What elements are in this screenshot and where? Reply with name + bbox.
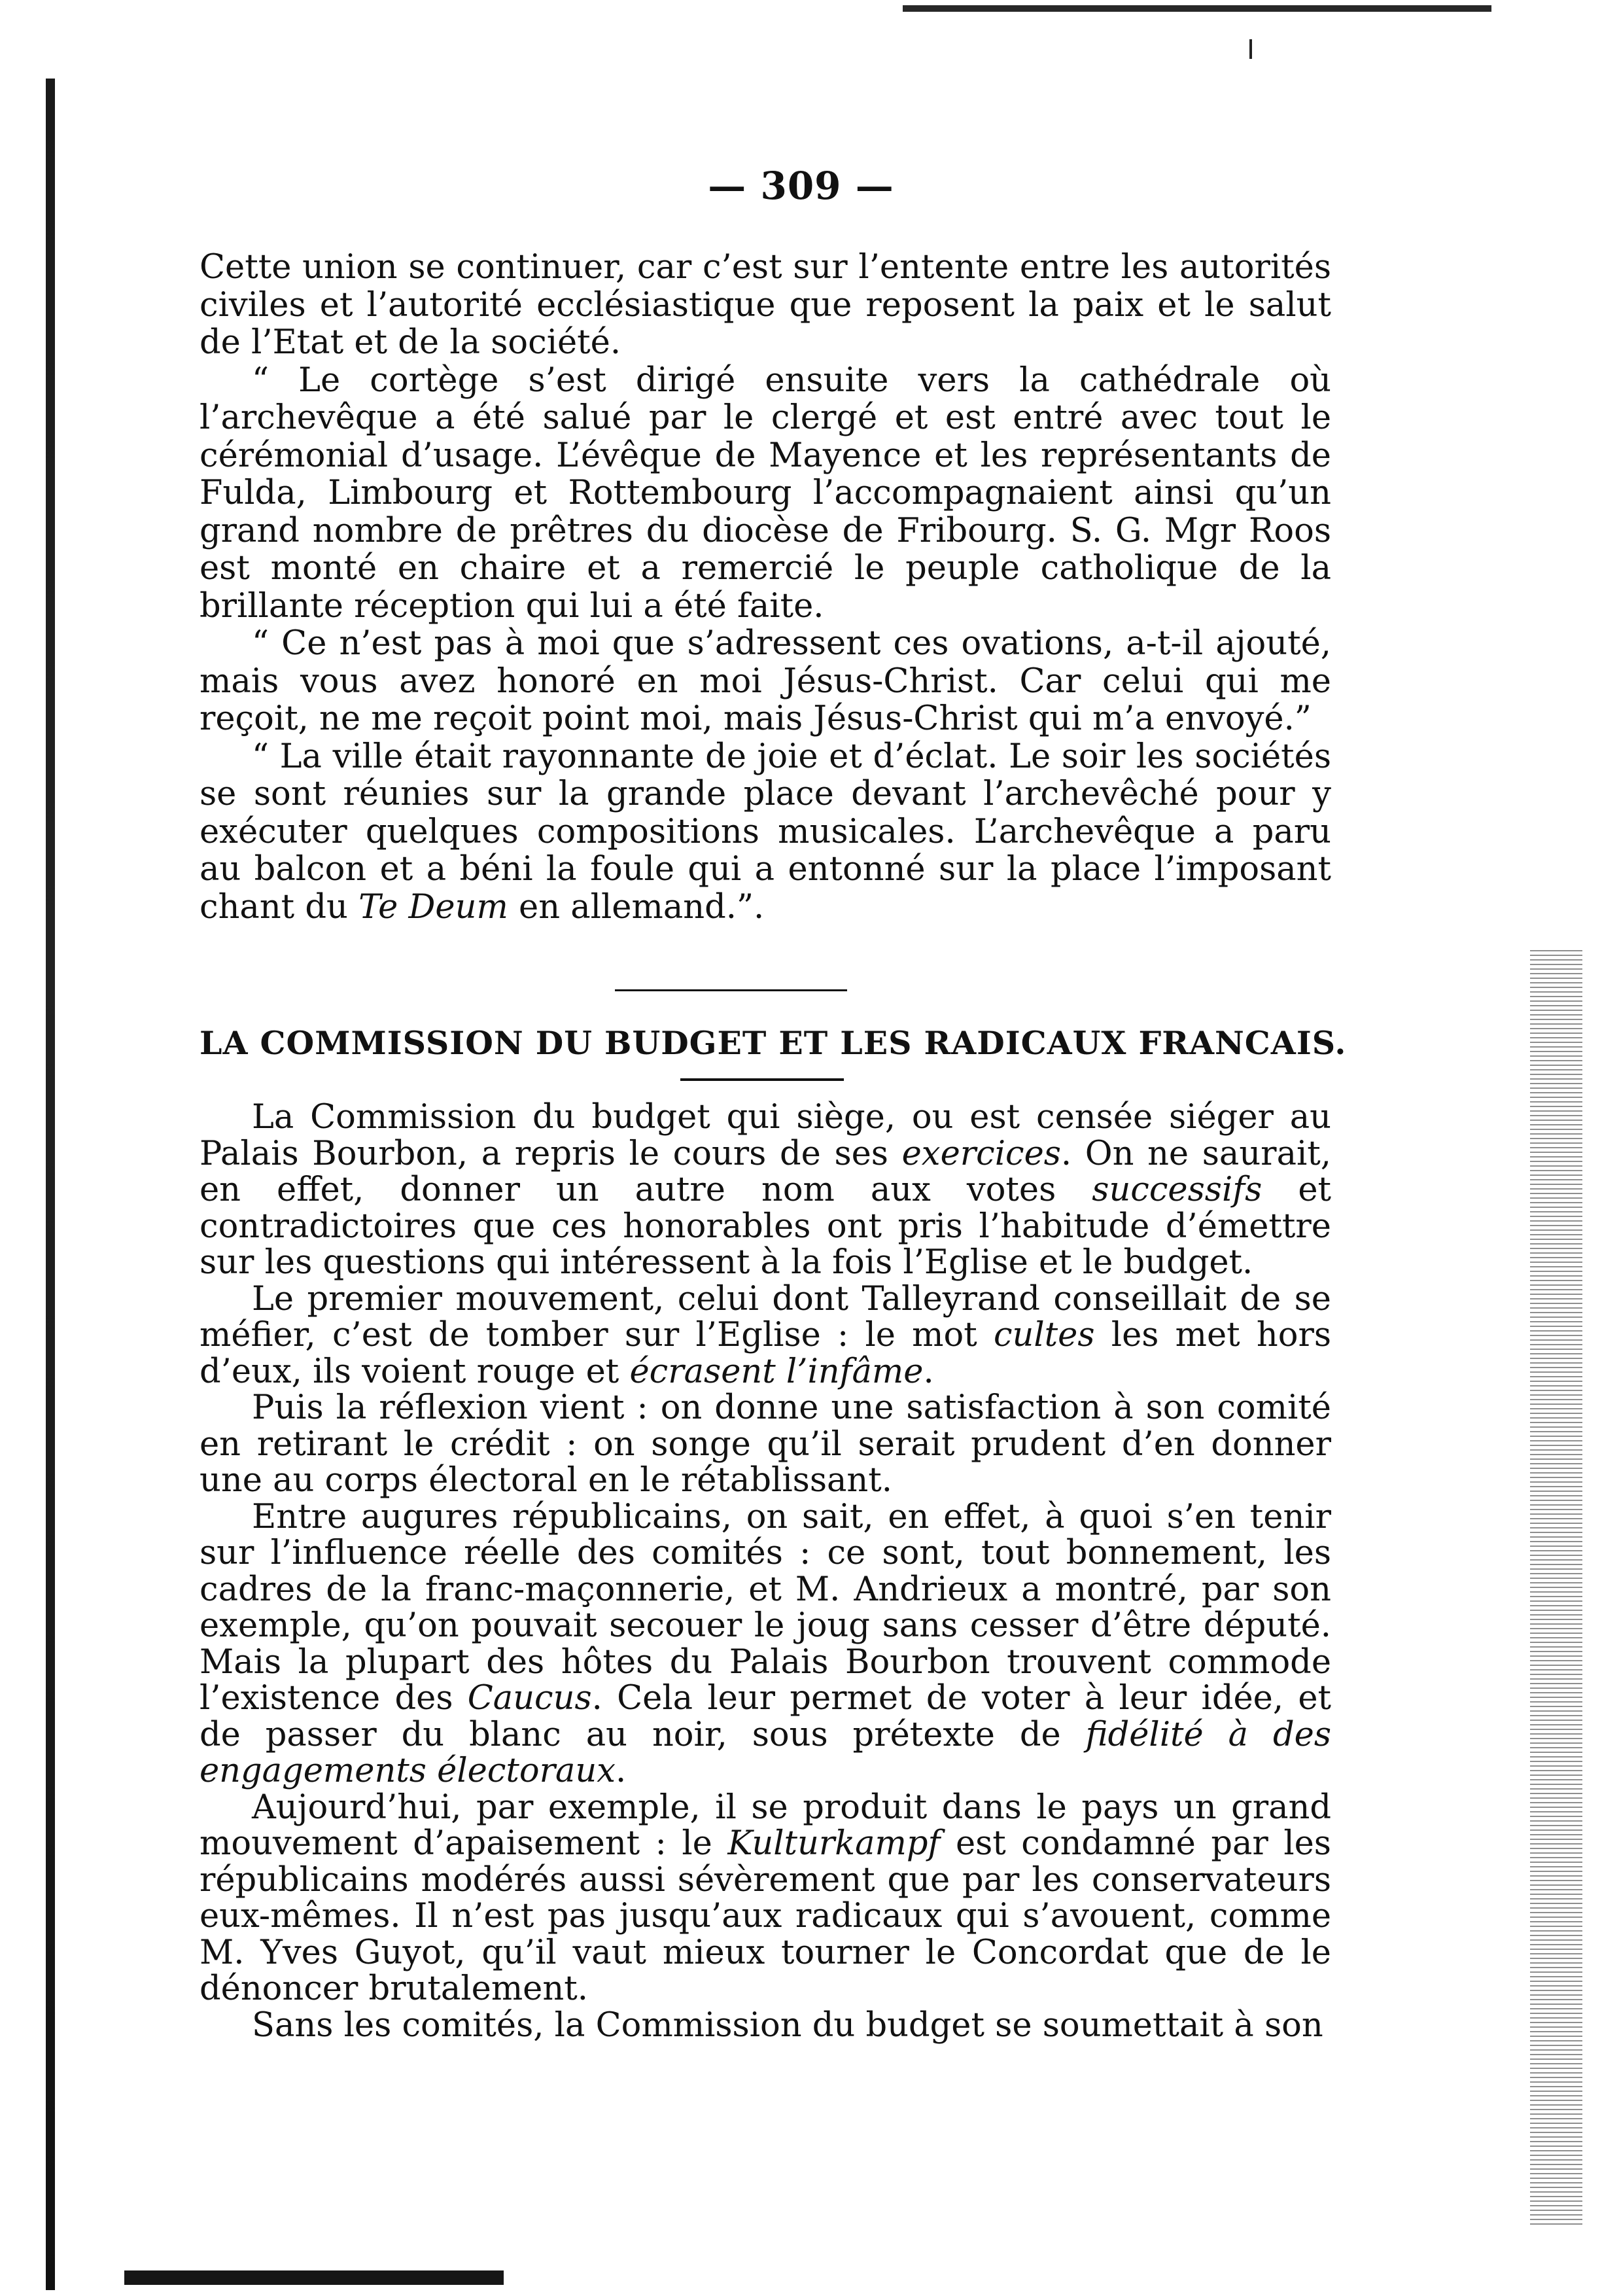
paragraph: Cette union se continuer, car c’est sur l’entente entre les autorités civiles et l’autorité ecclésiastique que reposent la paix et le salut de l’Etat et de la société.	[200, 248, 1331, 362]
paragraph: La Commission du budget qui siège, ou est censée siéger au Palais Bourbon, a repris le cours de ses exercices. On ne saurait, en effet, donner un autre nom aux votes successifs et contradictoires que ces honorables ont pris l’habitude d’émettre sur les questions qui intéressent à la fois l’Eglise et le budget.	[200, 1098, 1331, 1282]
scan-artifact-left-edge	[46, 79, 55, 2290]
italic-text: exercices	[901, 1134, 1061, 1173]
scan-artifact-right-edge	[1530, 949, 1582, 2225]
title-underline	[680, 1078, 844, 1081]
paragraph: “ Le cortège s’est dirigé ensuite vers la cathédrale où l’archevêque a été salué par le clergé et est entré avec tout le cérémonial d’usage. L’évêque de Mayence et les représentants de Fulda, Limbourg et Rottembourg l’accompagnaient ainsi qu’un grand nombre de prêtres du diocèse de Fribourg. S. G. Mgr Roos est monté en chaire et a remercié le peuple catholique de la brillante réception qui lui a été faite.	[200, 361, 1331, 626]
paragraph: Sans les comités, la Commission du budget se soumettait à son	[252, 2005, 1323, 2045]
section-divider	[615, 989, 847, 991]
italic-text: Caucus	[467, 1679, 592, 1718]
page-number: — 309 —	[708, 164, 894, 208]
paragraph: Aujourd’hui, par exemple, il se produit dans le pays un grand mouvement d’apaisement : le Kulturkampf est condamné par les républicains modérés aussi sévèrement que par les conservateurs eux-mêmes. Il n’est pas jusqu’aux radicaux qui s’avouent, comme M. Yves Guyot, qu’il vaut mieux tourner le Concordat que de le dénoncer brutalement.	[200, 1788, 1331, 2008]
italic-text: Te Deum	[358, 887, 508, 927]
italic-text: fidélité à des engagements électoraux	[200, 1715, 1331, 1790]
section-title: LA COMMISSION DU BUDGET ET LES RADICAUX FRANCAIS.	[200, 1024, 1347, 1062]
paragraph: “ La ville était rayonnante de joie et d’éclat. Le soir les sociétés se sont réunies sur la grande place devant l’archevêché pour y exécuter quelques compositions musicales. L’archevêque a paru au balcon et a béni la foule qui a entonné sur la place l’imposant chant du Te Deum en allemand.”.	[200, 737, 1331, 927]
italic-text: écrasent l’infâme	[629, 1352, 924, 1391]
italic-text: successifs	[1092, 1171, 1262, 1209]
paragraph: “ Ce n’est pas à moi que s’adressent ces ovations, a-t-il ajouté, mais vous avez honoré en moi Jésus-Christ. Car celui qui me reçoit, ne me reçoit point moi, mais Jésus-Christ qui m’a envoyé.”	[200, 624, 1331, 738]
paragraph: Puis la réflexion vient : on donne une satisfaction à son comité en retirant le crédit : on songe qu’il serait prudent d’en donner une au corps électoral en le rétablissant.	[200, 1388, 1331, 1500]
scan-artifact-bottom-line	[124, 2270, 504, 2285]
italic-text: cultes	[993, 1316, 1095, 1354]
scan-artifact-mark	[1249, 39, 1252, 59]
italic-text: Kulturkampf	[727, 1824, 941, 1863]
paragraph: Entre augures républicains, on sait, en effet, à quoi s’en tenir sur l’influence réelle des comités : ce sont, tout bonnement, les cadres de la franc-maçonnerie, et M. Andrieux a montré, par son exemple, qu’on pouvait secouer le joug sans cesser d’être député. Mais la plupart des hôtes du Palais Bourbon trouvent commode l’existence des Caucus. Cela leur permet de voter à leur idée, et de passer du blanc au noir, sous prétexte de fidélité à des engagements électoraux.	[200, 1497, 1331, 1790]
scan-artifact-top-line	[903, 5, 1491, 12]
article-continuation	[200, 249, 1331, 926]
paragraph: Le premier mouvement, celui dont Talleyrand conseillait de se méfier, c’est de tomber sur l’Eglise : le mot cultes les met hors d’eux, ils voient rouge et écrasent l’infâme.	[200, 1279, 1331, 1391]
article-body	[200, 1099, 1331, 2043]
